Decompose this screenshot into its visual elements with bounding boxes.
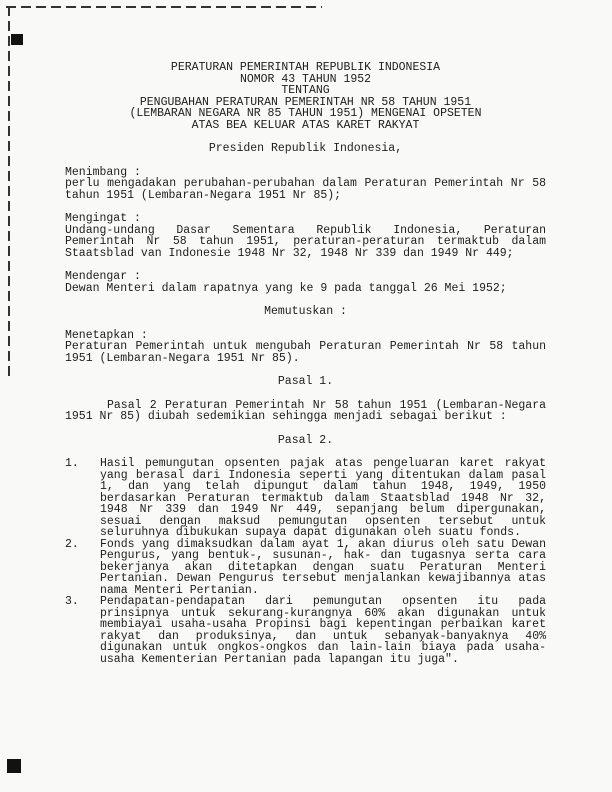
page-border-left-dashes (8, 6, 10, 378)
salutation: Presiden Republik Indonesia, (208, 142, 403, 155)
title-line-6: ATAS BEA KELUAR ATAS KARET RAKYAT (191, 118, 420, 132)
list-item-3 (65, 596, 546, 665)
title-line-5: (LEMBARAN NEGARA NR 85 TAHUN 1951) MENGENAI OPSETEN (129, 107, 482, 120)
item-3-text: Pendapatan-pendapatan dari pemungutan opsenten itu pada prinsipnya untuk sekurang-kurangnya 60% akan digunakan untuk membiayai usaha-usaha Propinsi bagi kepentingan perbaikan karet rakyat dan produksinya, dan untuk sebanyak-banyaknya 40% digunakan untuk ongkos-ongkos dan lain-lain biaya pada usaha- usaha Kementerian Pertanian pada lapangan itu juga". (100, 595, 546, 666)
document-content (65, 62, 546, 665)
item-2-number: 2. (65, 537, 79, 551)
pasal-2-heading: Pasal 2. (277, 433, 334, 447)
border-square-bottom-left (7, 759, 21, 773)
pasal-2-item-list (65, 458, 546, 665)
clause-mengingat (65, 213, 546, 259)
clause-mendengar (65, 271, 546, 294)
document-header (65, 62, 546, 131)
clause-menimbang-label: Menimbang : (65, 165, 141, 179)
border-square-top-left (11, 34, 23, 45)
item-1-text: Hasil pemungutan opsenten pajak atas pengeluaran karet rakyat yang berasal dari Indonesia seperti yang ditentukan dalam pasal 1, dan yang telah dipungut dalam tahun 1948, 1949, 1950 berdasarkan Peraturan termaktub dalam Staatsblad 1948 Nr 32, 1948 Nr 339 dan 1949 Nr 449, sepanjang belum dipergunakan, sesuai dengan maksud pemungutan opsenten tersebut untuk seluruhnya dibukukan supaya dapat digunakan oleh suatu fonds. (100, 457, 546, 539)
pasal-1-heading: Pasal 1. (277, 375, 334, 388)
title-line-2: NOMOR 43 TAHUN 1952 (239, 72, 372, 86)
title-line-1: PERATURAN PEMERINTAH REPUBLIK INDONESIA (170, 61, 441, 74)
list-item-2 (65, 539, 546, 597)
clause-mendengar-label: Mendengar : (65, 270, 141, 283)
item-2-text: Fonds yang dimaksudkan dalam ayat 1, akan diurus oleh satu Dewan Pengurus, yang bentuk-, susunan-, hak- dan tugasnya serta cara bekerjanya akan ditetapkan dengan suatu Peraturan Menteri Pertanian. Dewan Pengurus tersebut menjalankan kewajibannya atas nama Menteri Pertanian. (100, 537, 546, 597)
clause-mengingat-body: Undang-undang Dasar Sementara Republik Indonesia, Peraturan Pemerintah Nr 58 tahun 1951, peraturan-peraturan termaktub dalam Staatsblad van Indonesie 1948 Nr 32, 1948 Nr 339 dan 1949 Nr 449; (65, 223, 546, 260)
list-item-1 (65, 458, 546, 539)
clause-mendengar-body: Dewan Menteri dalam rapatnya yang ke 9 pada tanggal 26 Mei 1952; (65, 281, 507, 295)
clause-menetapkan-label: Menetapkan : (65, 328, 148, 342)
item-1-number: 1. (65, 457, 79, 470)
clause-menetapkan (65, 330, 546, 365)
pasal-1-body: Pasal 2 Peraturan Pemerintah Nr 58 tahun 1951 (Lembaran-Negara 1951 Nr 85) diubah sedemikian sehingga menjadi sebagai berikut : (65, 398, 546, 423)
clause-menimbang-body: perlu mengadakan perubahan-perubahan dalam Peraturan Pemerintah Nr 58 tahun 1951 (Lembaran-Negara 1951 Nr 85); (65, 177, 546, 202)
clause-menetapkan-body: Peraturan Pemerintah untuk mengubah Peraturan Pemerintah Nr 58 tahun 1951 (Lembaran-Negara 1951 Nr 85). (65, 340, 546, 365)
item-3-number: 3. (65, 595, 79, 608)
page-border-top-dashes (6, 6, 322, 8)
clause-mengingat-label: Mengingat : (65, 212, 141, 225)
clause-menimbang (65, 167, 546, 202)
decision-heading: Memutuskan : (264, 305, 347, 318)
title-line-4: PENGUBAHAN PERATURAN PEMERINTAH NR 58 TAHUN 1951 (139, 95, 472, 109)
title-line-3: TENTANG (281, 84, 330, 97)
